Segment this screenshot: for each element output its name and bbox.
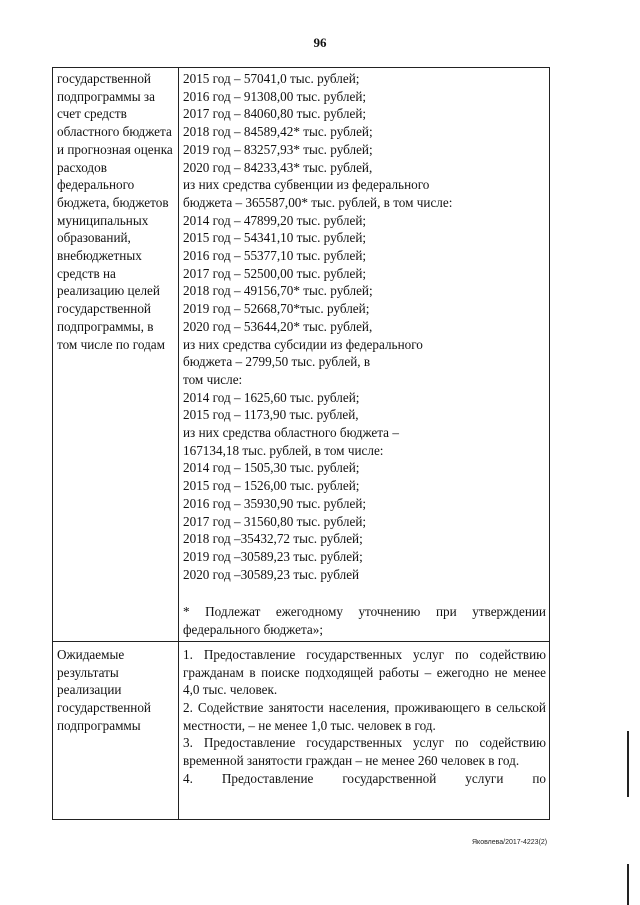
- financing-line: 2015 год – 1173,90 тыс. рублей,: [183, 407, 359, 423]
- footnote: * Подлежат ежегодному уточнению при утверждении федерального бюджета»;: [183, 604, 546, 638]
- edge-mark: [627, 731, 629, 797]
- financing-line: 2018 год –35432,72 тыс. рублей;: [183, 531, 363, 547]
- financing-line: 2019 год – 52668,70*тыс. рублей;: [183, 301, 370, 317]
- financing-line: из них средства субсидии из федерального: [183, 336, 423, 352]
- financing-line: бюджета – 2799,50 тыс. рублей, в: [183, 354, 371, 370]
- financing-line: 2016 год – 55377,10 тыс. рублей;: [183, 248, 367, 264]
- financing-line: 2017 год – 52500,00 тыс. рублей;: [183, 265, 367, 281]
- financing-line: 2019 год – 83257,93* тыс. рублей;: [183, 141, 373, 157]
- financing-line: 2016 год – 91308,00 тыс. рублей;: [183, 88, 367, 104]
- table-row-financing: [53, 68, 550, 642]
- financing-line: 2020 год –30589,23 тыс. рублей: [183, 566, 360, 582]
- financing-line: 2019 год –30589,23 тыс. рублей;: [183, 548, 363, 564]
- financing-line: 2014 год – 47899,20 тыс. рублей;: [183, 212, 367, 228]
- result-item: 3. Предоставление государственных услуг по содействию временной занятости граждан – не менее 260 человек в год.: [183, 735, 546, 769]
- financing-label: государственной подпрограммы за счет средств областного бюджета и прогнозная оценка расходов федерального бюджета, бюджетов муниципальных образований, внебюджетных средств на реализацию целей государственной подпрограммы, в том числе по годам: [53, 68, 179, 642]
- financing-line: 2015 год – 54341,10 тыс. рублей;: [183, 230, 367, 246]
- financing-line: 167134,18 тыс. рублей, в том числе:: [183, 442, 384, 458]
- result-item: 4. Предоставление государственной услуги по: [183, 770, 546, 786]
- financing-line: 2020 год – 84233,43* тыс. рублей,: [183, 159, 373, 175]
- financing-line: из них средства субвенции из федерального: [183, 177, 430, 193]
- financing-line: том числе:: [183, 371, 243, 387]
- financing-lines: [183, 70, 546, 583]
- edge-mark: [627, 864, 629, 905]
- document-code: Яковлева/2017-4223(2): [472, 839, 548, 846]
- spacer: [183, 583, 546, 600]
- financing-line: 2015 год – 57041,0 тыс. рублей;: [183, 71, 360, 86]
- results-values: [179, 641, 550, 819]
- financing-line: из них средства областного бюджета –: [183, 425, 399, 441]
- financing-line: 2015 год – 1526,00 тыс. рублей;: [183, 478, 360, 494]
- results-items: [183, 646, 546, 788]
- financing-line: 2017 год – 84060,80 тыс. рублей;: [183, 106, 367, 122]
- budget-table: [52, 67, 550, 820]
- financing-line: 2016 год – 35930,90 тыс. рублей;: [183, 495, 367, 511]
- financing-line: бюджета – 365587,00* тыс. рублей, в том числе:: [183, 194, 453, 210]
- table-row-results: [53, 641, 550, 819]
- financing-line: 2018 год – 49156,70* тыс. рублей;: [183, 283, 373, 299]
- results-label: Ожидаемые результаты реализации государственной подпрограммы: [53, 641, 179, 819]
- financing-line: 2020 год – 53644,20* тыс. рублей,: [183, 318, 373, 334]
- financing-line: 2018 год – 84589,42* тыс. рублей;: [183, 124, 373, 140]
- financing-line: 2014 год – 1625,60 тыс. рублей;: [183, 389, 360, 405]
- page-number: 96: [313, 35, 327, 50]
- financing-values: [179, 68, 550, 642]
- financing-line: 2014 год – 1505,30 тыс. рублей;: [183, 460, 360, 476]
- result-item: 2. Содействие занятости населения, проживающего в сельской местности, – не менее 1,0 тыс. человек в год.: [183, 699, 546, 733]
- result-item: 1. Предоставление государственных услуг по содействию гражданам в поиске подходящей работы – ежегодно не менее 4,0 тыс. человек.: [183, 646, 546, 698]
- financing-line: 2017 год – 31560,80 тыс. рублей;: [183, 513, 367, 529]
